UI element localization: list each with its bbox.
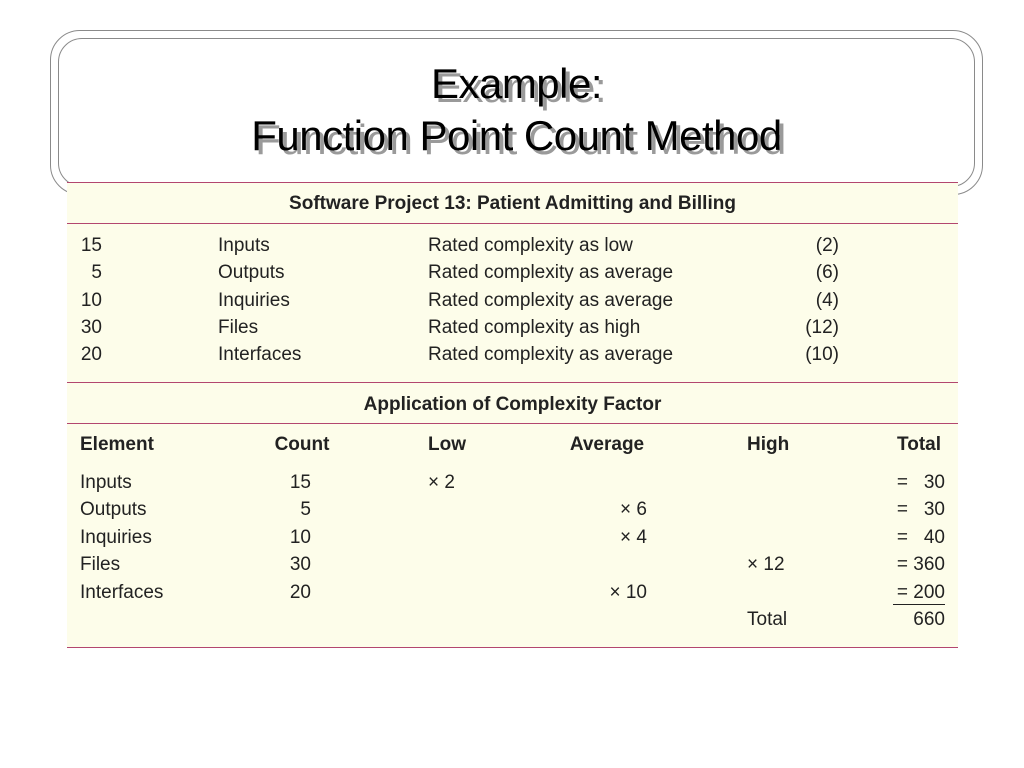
row-total: = 200 — [896, 582, 945, 603]
element-name: Outputs — [218, 262, 285, 283]
row-total: = 30 — [896, 472, 945, 493]
count-value: 5 — [91, 262, 102, 283]
average-factor: × 10 — [609, 582, 647, 603]
function-point-table — [67, 182, 958, 648]
average-factor: × 4 — [620, 527, 647, 548]
weight-value: (2) — [815, 235, 839, 256]
element-name: Inquiries — [80, 527, 152, 548]
count-value: 20 — [289, 582, 311, 603]
col-header-element: Element — [80, 434, 154, 455]
grand-total-value: 660 — [913, 609, 945, 630]
total-underline — [893, 604, 945, 605]
count-value: 15 — [289, 472, 311, 493]
element-name: Files — [80, 554, 121, 575]
weight-value: (4) — [815, 290, 839, 311]
weight-value: (10) — [805, 344, 839, 365]
count-value: 20 — [80, 344, 102, 365]
element-name: Inputs — [80, 472, 132, 493]
col-header-count: Count — [274, 434, 330, 455]
col-header-average: Average — [569, 434, 645, 455]
row-total: = 30 — [896, 499, 945, 520]
title-line-1: Example: — [430, 60, 603, 107]
col-header-total: Total — [897, 434, 941, 455]
row-total: = 360 — [896, 554, 945, 575]
low-factor: × 2 — [428, 472, 455, 493]
count-value: 10 — [80, 290, 102, 311]
weight-value: (12) — [805, 317, 839, 338]
complexity-rating: Rated complexity as average — [428, 344, 674, 365]
divider — [67, 223, 958, 224]
complexity-rating: Rated complexity as low — [428, 235, 633, 256]
slide-title — [58, 58, 975, 162]
count-value: 30 — [289, 554, 311, 575]
complexity-heading: Application of Complexity Factor — [363, 394, 662, 415]
high-factor: × 12 — [747, 554, 785, 575]
complexity-rating: Rated complexity as average — [428, 262, 674, 283]
element-name: Interfaces — [80, 582, 164, 603]
element-name: Outputs — [80, 499, 147, 520]
count-value: 5 — [300, 499, 311, 520]
title-line-2: Function Point Count Method — [251, 112, 782, 159]
count-value: 30 — [80, 317, 102, 338]
average-factor: × 6 — [620, 499, 647, 520]
element-name: Interfaces — [218, 344, 302, 365]
grand-total-label: Total — [747, 609, 788, 630]
row-total: = 40 — [896, 527, 945, 548]
count-value: 15 — [80, 235, 102, 256]
weight-value: (6) — [815, 262, 839, 283]
element-name: Inquiries — [218, 290, 290, 311]
element-name: Files — [218, 317, 259, 338]
project-heading: Software Project 13: Patient Admitting and Billing — [289, 193, 736, 214]
complexity-rating: Rated complexity as high — [428, 317, 641, 338]
count-value: 10 — [289, 527, 311, 548]
divider — [67, 382, 958, 383]
col-header-high: High — [747, 434, 790, 455]
col-header-low: Low — [428, 434, 466, 455]
element-name: Inputs — [218, 235, 270, 256]
divider — [67, 423, 958, 424]
complexity-rating: Rated complexity as average — [428, 290, 674, 311]
